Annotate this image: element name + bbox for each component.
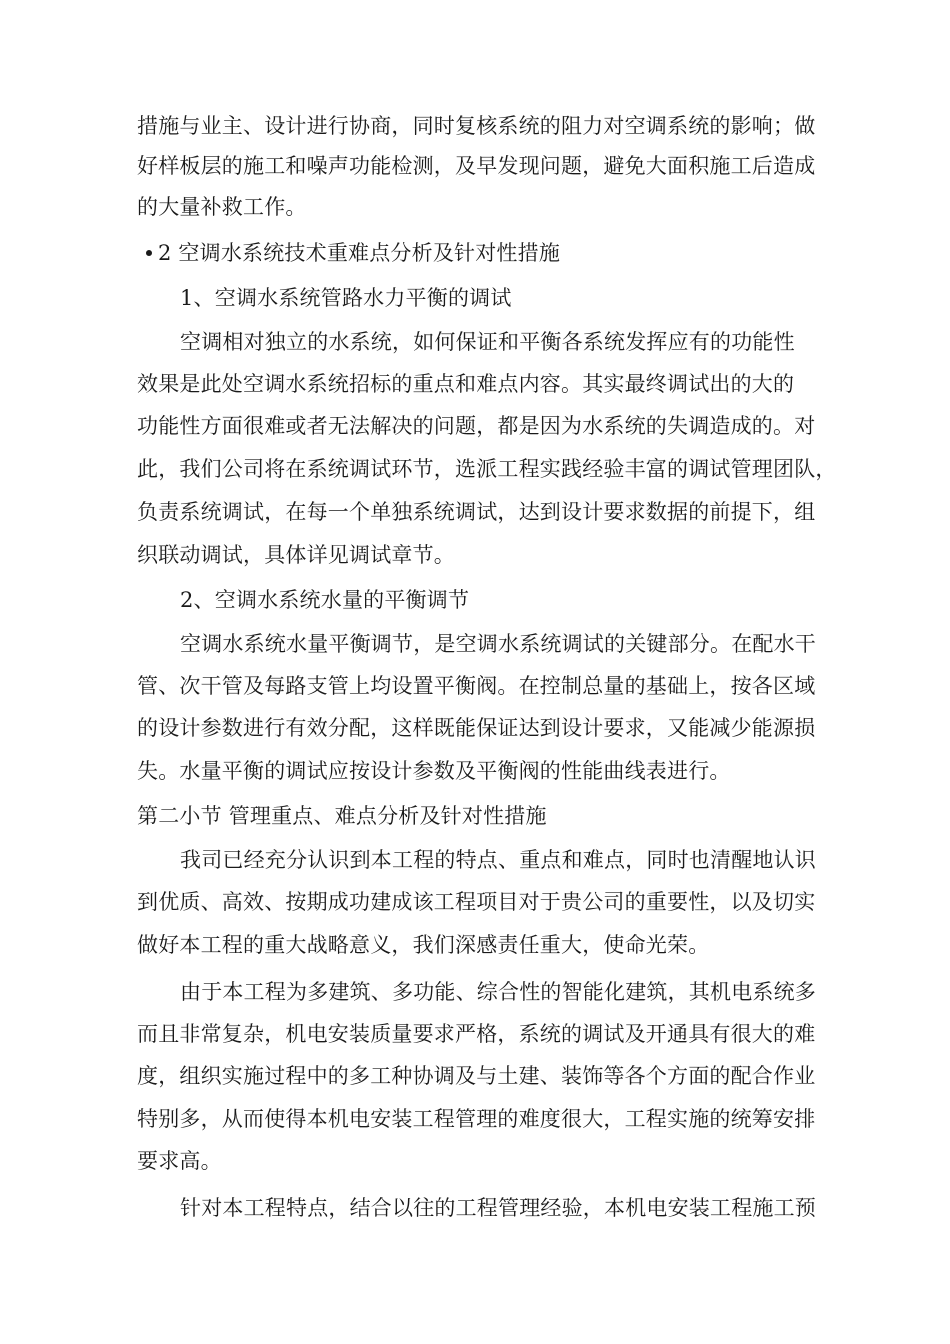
paragraph-line: 的设计参数进行有效分配，这样既能保证达到设计要求，又能减少能源损 bbox=[137, 716, 816, 740]
paragraph-line: 管、次干管及每路支管上均设置平衡阀。在控制总量的基础上，按各区域 bbox=[137, 674, 816, 698]
bullet-icon bbox=[146, 250, 152, 256]
paragraph-line: 失。水量平衡的调试应按设计参数及平衡阀的性能曲线表进行。 bbox=[137, 759, 731, 783]
paragraph-line: 织联动调试，具体详见调试章节。 bbox=[137, 543, 455, 567]
paragraph-line: 而且非常复杂，机电安装质量要求严格，系统的调试及开通具有很大的难 bbox=[137, 1022, 816, 1046]
section-heading bbox=[146, 238, 846, 268]
paragraph-line: 我司已经充分认识到本工程的特点、重点和难点，同时也清醒地认识 bbox=[180, 848, 816, 872]
paragraph-line: 效果是此处空调水系统招标的重点和难点内容。其实最终调试出的大的 bbox=[137, 372, 795, 396]
paragraph-line: 由于本工程为多建筑、多功能、综合性的智能化建筑，其机电系统多 bbox=[180, 980, 816, 1004]
paragraph-line: 空调水系统水量平衡调节，是空调水系统调试的关键部分。在配水干 bbox=[180, 632, 816, 656]
subsection-heading: 2、空调水系统水量的平衡调节 bbox=[180, 588, 470, 612]
paragraph-line: 到优质、高效、按期成功建成该工程项目对于贵公司的重要性，以及切实 bbox=[137, 890, 816, 914]
subsection-heading: 1、空调水系统管路水力平衡的调试 bbox=[180, 286, 512, 310]
section-heading: 第二小节 管理重点、难点分析及针对性措施 bbox=[137, 804, 547, 828]
paragraph-line: 好样板层的施工和噪声功能检测，及早发现问题，避免大面积施工后造成 bbox=[137, 154, 816, 178]
paragraph-line: 做好本工程的重大战略意义，我们深感责任重大，使命光荣。 bbox=[137, 933, 710, 957]
paragraph-line: 度，组织实施过程中的多工种协调及与土建、装饰等各个方面的配合作业 bbox=[137, 1064, 816, 1088]
paragraph-line: 功能性方面很难或者无法解决的问题，都是因为水系统的失调造成的。对 bbox=[137, 414, 816, 438]
paragraph-line: 针对本工程特点，结合以往的工程管理经验，本机电安装工程施工预 bbox=[180, 1196, 816, 1220]
paragraph-line: 空调相对独立的水系统，如何保证和平衡各系统发挥应有的功能性 bbox=[180, 330, 795, 354]
paragraph-line: 的大量补救工作。 bbox=[137, 195, 307, 219]
section-heading-text: 2 空调水系统技术重难点分析及针对性措施 bbox=[158, 241, 561, 265]
paragraph-line: 负责系统调试，在每一个单独系统调试，达到设计要求数据的前提下，组 bbox=[137, 500, 816, 524]
paragraph-line: 特别多，从而使得本机电安装工程管理的难度很大，工程实施的统筹安排 bbox=[137, 1107, 816, 1131]
paragraph-line: 措施与业主、设计进行协商，同时复核系统的阻力对空调系统的影响；做 bbox=[137, 114, 816, 138]
paragraph-line: 要求高。 bbox=[137, 1149, 222, 1173]
paragraph-line: 此，我们公司将在系统调试环节，选派工程实践经验丰富的调试管理团队， bbox=[137, 457, 837, 481]
